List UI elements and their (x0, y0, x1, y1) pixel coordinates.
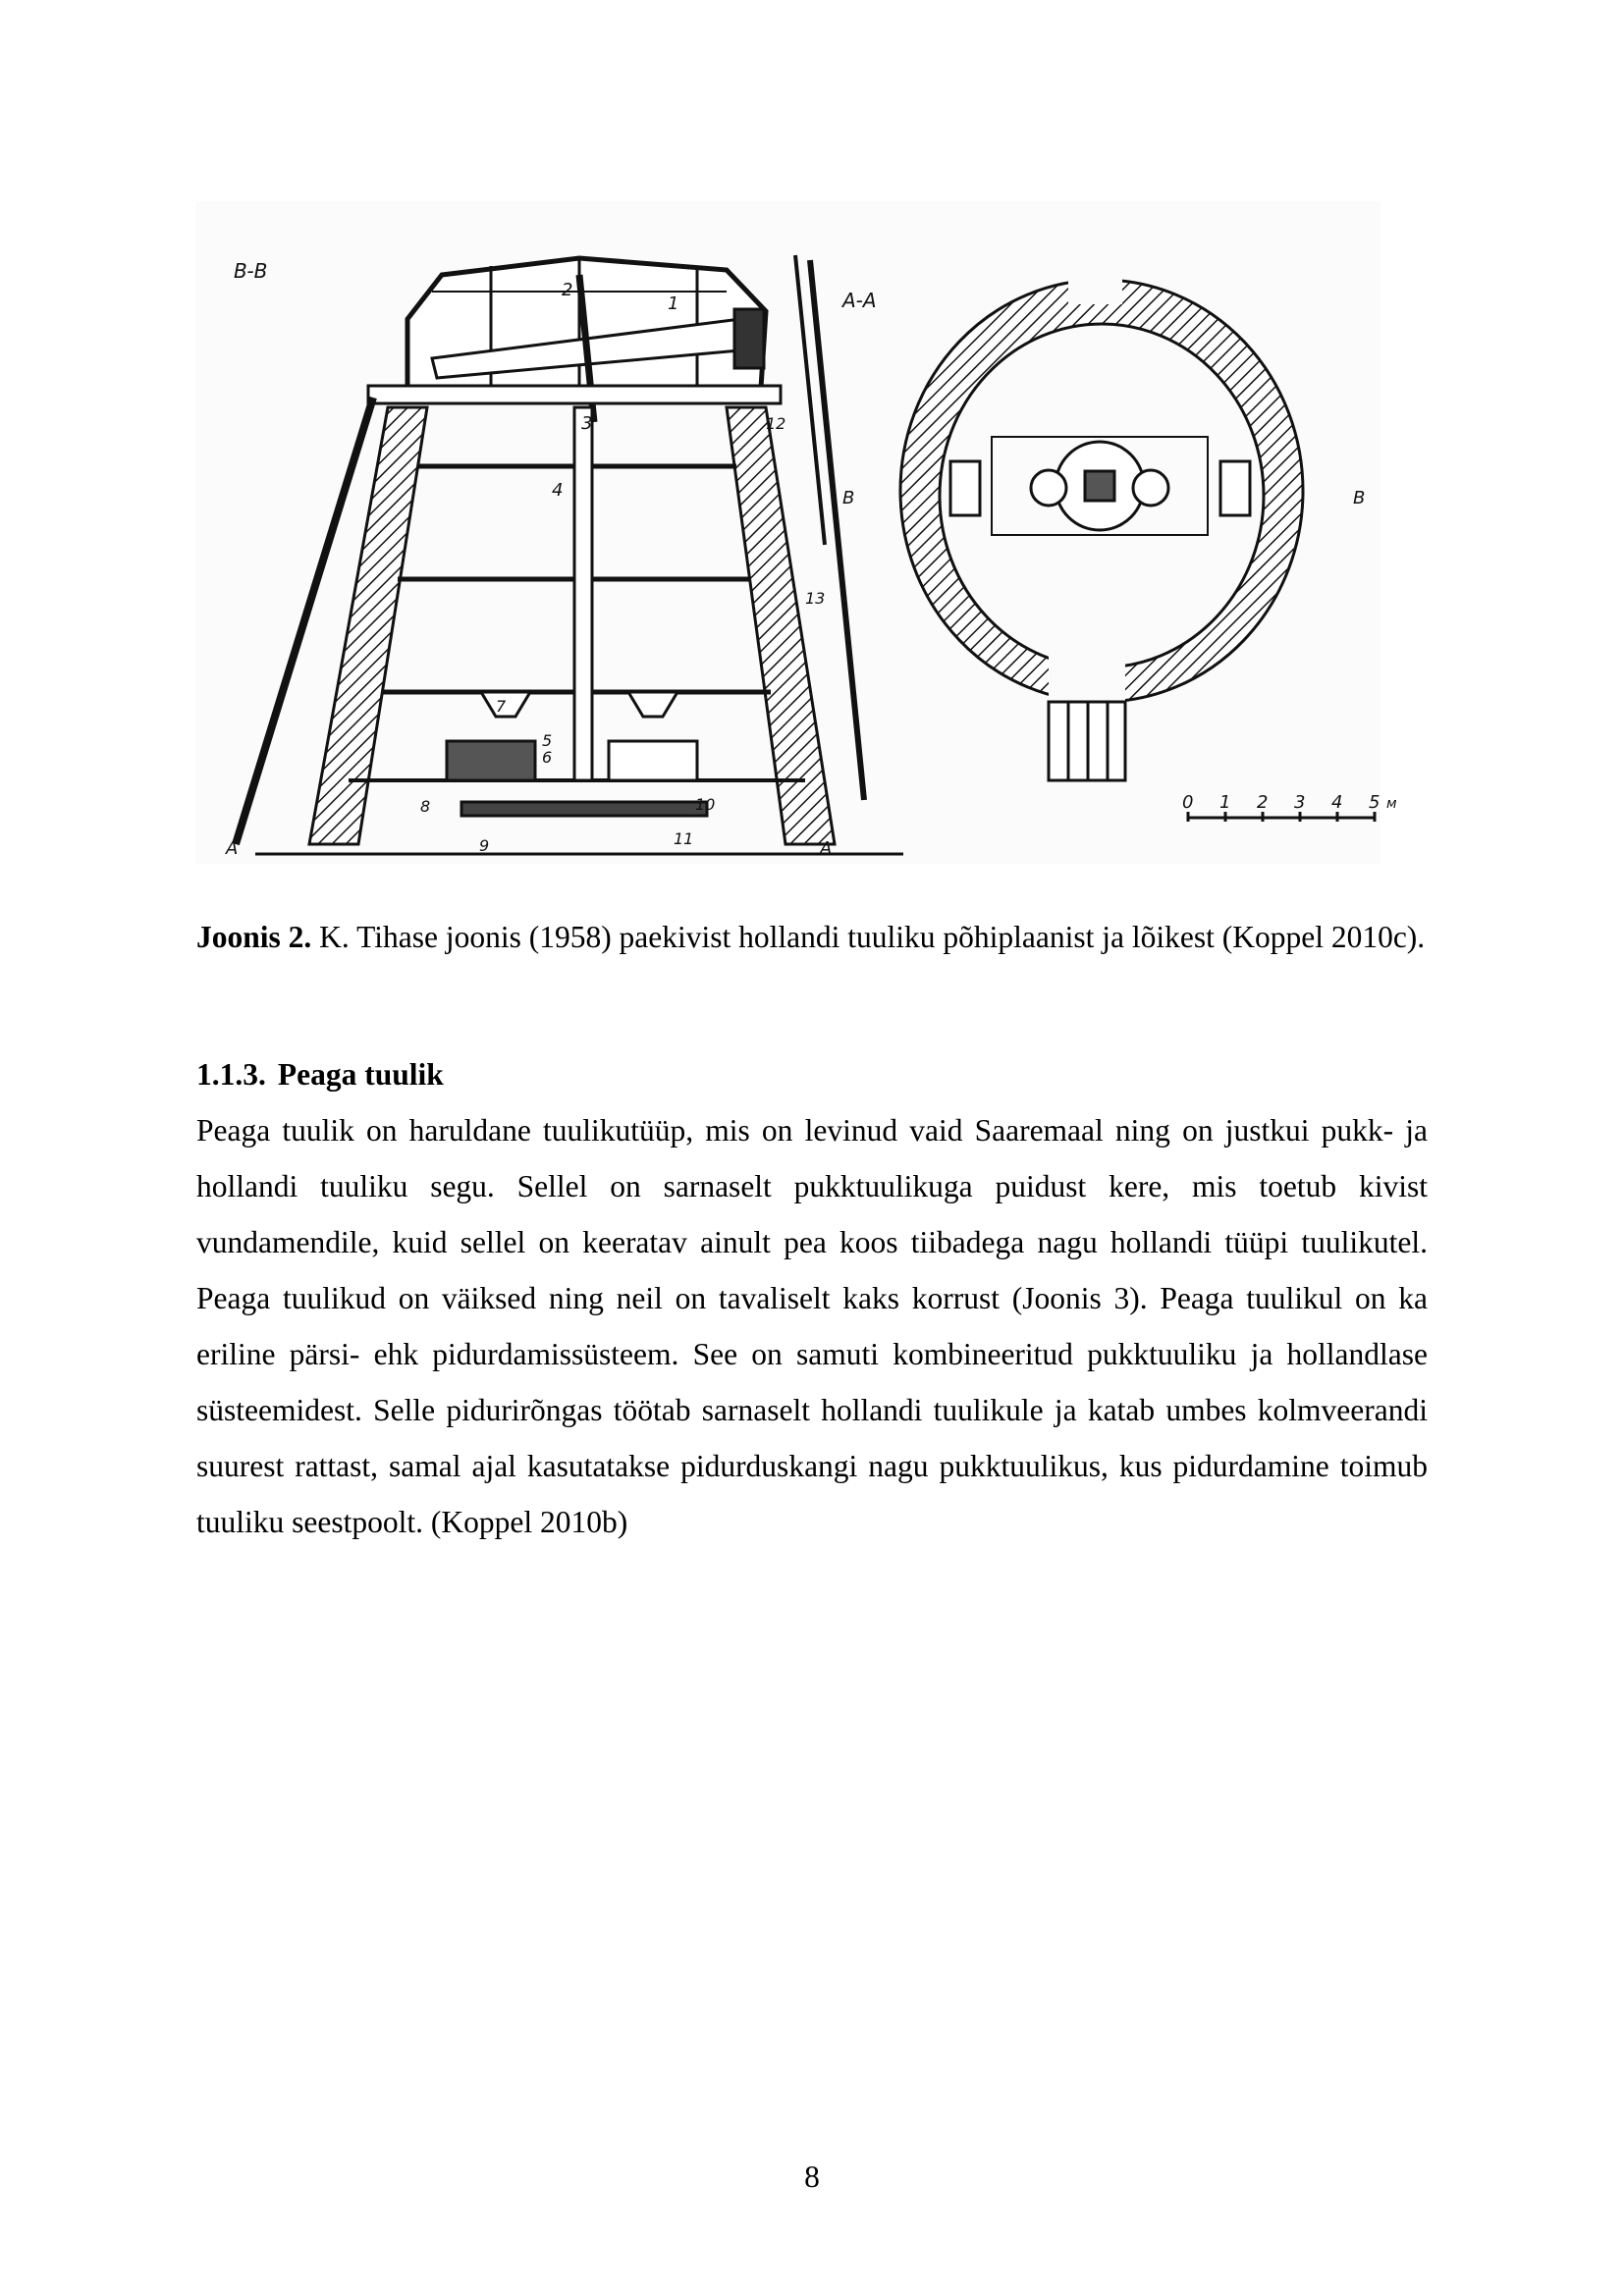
cut-marker-a-right: A (820, 838, 833, 859)
part-number-1: 1 (668, 294, 679, 314)
scale-tick-1: 1 (1219, 792, 1231, 813)
part-number-5: 5 (542, 731, 553, 750)
section-drawing (236, 255, 903, 854)
scale-tick-4: 4 (1331, 792, 1343, 813)
cut-marker-a-left: A (226, 838, 239, 859)
page-number: 8 (804, 2160, 820, 2194)
section-number: 1.1.3. (196, 1057, 266, 1092)
part-number-3: 3 (581, 413, 593, 434)
part-number-9: 9 (479, 836, 490, 855)
figure-caption (196, 909, 1428, 965)
paragraph-text: Peaga tuulik on haruldane tuulikutüüp, mis on levinud vaid Saaremaal ning on justkui pukk- ja hollandi tuuliku segu. Sellel on sarnaselt pukktuulikuga puidust kere, mis toetub kivist vundamendile, kuid sellel on keeratav ainult pea koos tiibadega nagu hollandi tüüpi tuulikutel. Peaga tuulikud on väiksed ning neil on tavaliselt kaks korrust (Joonis 3). Peaga tuulikul on ka eriline pärsi- ehk pidurdamissüsteem. See on samuti kombineeritud pukktuuliku ja hollandlase süsteemidest. Selle pidurirõngas töötab sarnaselt hollandi tuulikule ja katab umbes kolmveerandi suurest rattast, samal ajal kasutatakse pidurduskangi nagu pukktuulikus, kus pidurdamine toimub tuuliku seestpoolt. (Koppel 2010b) (196, 1113, 1428, 1539)
cut-marker-b-left: B (842, 488, 855, 508)
scale-tick-3: 3 (1294, 792, 1306, 813)
part-number-12: 12 (766, 414, 786, 433)
part-number-7: 7 (496, 697, 507, 716)
windmill-drawing-figure (196, 201, 1397, 864)
part-number-4: 4 (552, 480, 564, 501)
cut-marker-b-right: B (1353, 488, 1366, 508)
part-number-6: 6 (542, 748, 553, 767)
windmill-drawing (196, 201, 1397, 864)
caption-label: Joonis 2. (196, 920, 312, 954)
scale-tick-0: 0 (1182, 792, 1194, 813)
part-number-8: 8 (420, 797, 431, 816)
caption-text: K. Tihase joonis (1958) paekivist hollandi tuuliku põhiplaanist ja lõikest (Koppel 2010c). (311, 920, 1426, 954)
section-title: Peaga tuulik (277, 1057, 444, 1092)
scale-tick-5: 5 (1369, 792, 1380, 813)
part-number-13: 13 (805, 589, 826, 608)
part-number-10: 10 (695, 795, 716, 814)
scale-unit: м (1386, 796, 1397, 812)
section-label: B-B (234, 259, 268, 283)
plan-label: A-A (842, 289, 877, 312)
body-paragraph (196, 1102, 1428, 1550)
plan-drawing (900, 260, 1375, 822)
part-number-2: 2 (562, 280, 573, 300)
scale-tick-2: 2 (1257, 792, 1269, 813)
section-heading (196, 1046, 1428, 1102)
part-number-11: 11 (674, 829, 694, 848)
